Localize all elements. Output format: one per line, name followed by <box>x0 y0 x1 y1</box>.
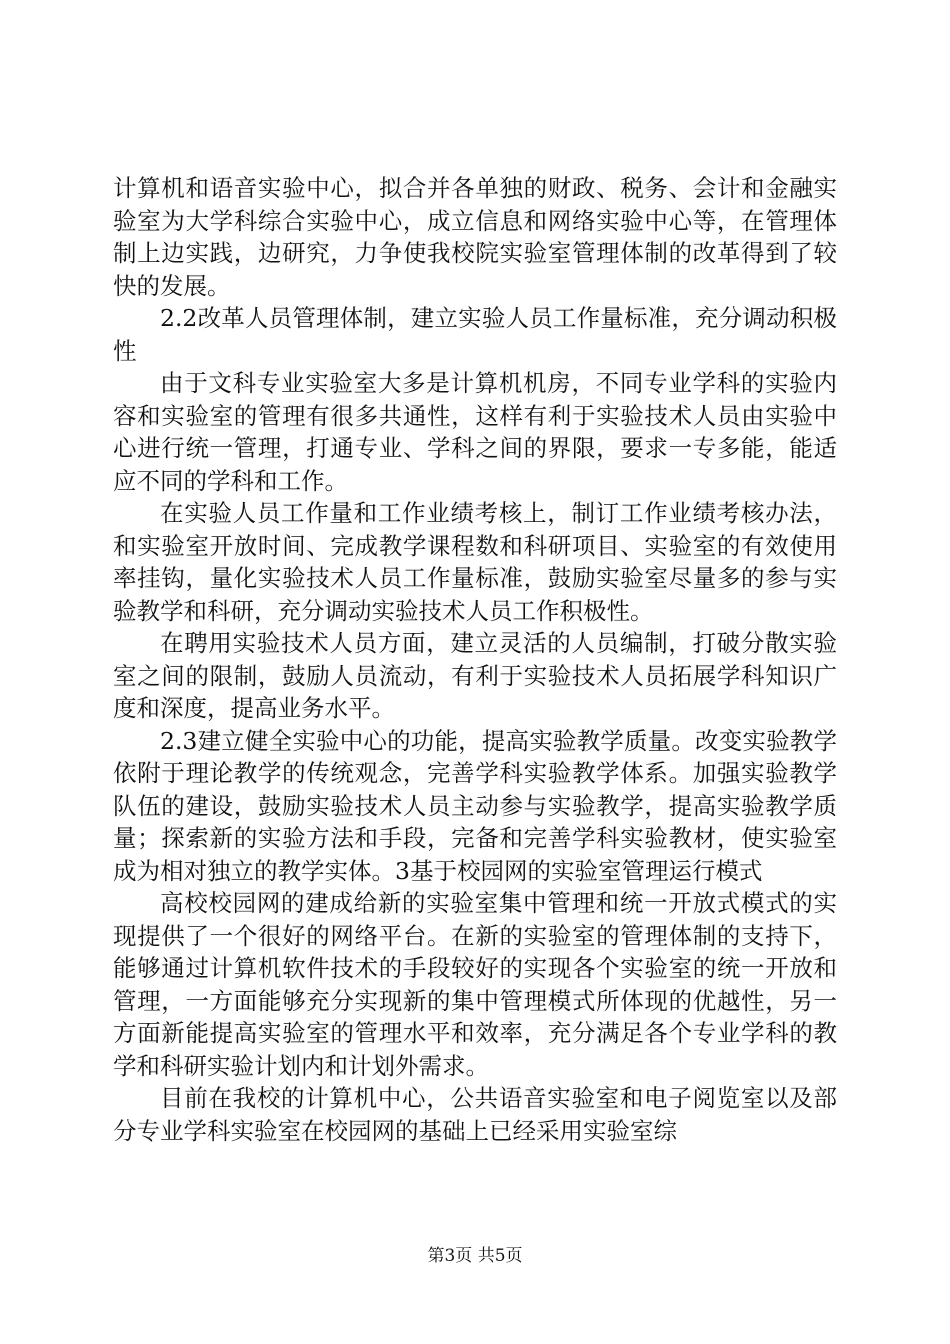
paragraph-1: 计算机和语音实验中心，拟合并各单独的财政、税务、会计和金融实验室为大学科综合实验中心，成立信息和网络实验中心等，在管理体制上边实践，边研究，力争使我校院实验室管理体制的改革得到了较快的发展。 <box>113 174 837 300</box>
paragraph-8: 目前在我校的计算机中心，公共语音实验室和电子阅览室以及部分专业学科实验室在校园网的基础上已经采用实验室综 <box>113 1084 837 1145</box>
paragraph-4: 在实验人员工作量和工作业绩考核上，制订工作业绩考核办法，和实验室开放时间、完成教学课程数和科研项目、实验室的有效使用率挂钩，量化实验技术人员工作量标准，鼓励实验室尽量多的参与实验教学和科研，充分调动实验技术人员工作积极性。 <box>113 499 837 625</box>
document-body <box>113 172 837 1147</box>
paragraph-5: 在聘用实验技术人员方面，建立灵活的人员编制，打破分散实验室之间的限制，鼓励人员流动，有利于实验技术人员拓展学科知识广度和深度，提高业务水平。 <box>113 629 837 722</box>
page-number-footer: 第3页 共5页 <box>427 1246 523 1266</box>
paragraph-7: 高校校园网的建成给新的实验室集中管理和统一开放式模式的实现提供了一个很好的网络平台。在新的实验室的管理体制的支持下，能够通过计算机软件技术的手段较好的实现各个实验室的统一开放和管理，一方面能够充分实现新的集中管理模式所体现的优越性，另一方面新能提高实验室的管理水平和效率，充分满足各个专业学科的教学和科研实验计划内和计划外需求。 <box>113 889 837 1080</box>
section-paragraph-2-3: 2.3建立健全实验中心的功能，提高实验教学质量。改变实验教学依附于理论教学的传统观念，完善学科实验教学体系。加强实验教学队伍的建设，鼓励实验技术人员主动参与实验教学，提高实验教学质量；探索新的实验方法和手段，完备和完善学科实验教材，使实验室成为相对独立的教学实体。3基于校园网的实验室管理运行模式 <box>113 726 837 885</box>
section-heading-2-2: 2.2改革人员管理体制，建立实验人员工作量标准，充分调动积极性 <box>113 304 837 365</box>
paragraph-3: 由于文科专业实验室大多是计算机机房，不同专业学科的实验内容和实验室的管理有很多共通性，这样有利于实验技术人员由实验中心进行统一管理，打通专业、学科之间的界限，要求一专多能，能适应不同的学科和工作。 <box>113 369 837 495</box>
